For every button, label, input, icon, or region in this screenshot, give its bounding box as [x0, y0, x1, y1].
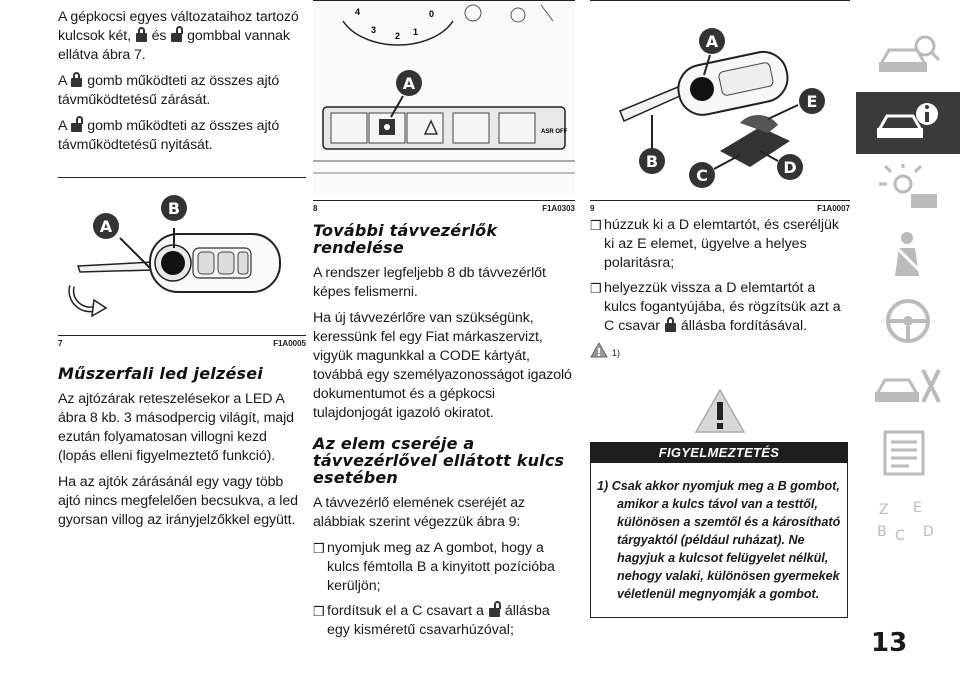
svg-text:B: B: [877, 524, 887, 540]
warning-triangle-icon: [590, 342, 608, 358]
key-illustration: [58, 178, 306, 328]
warning-box: [590, 442, 848, 618]
sidebar-item-driving[interactable]: [856, 290, 960, 352]
sidebar-item-emergency[interactable]: [856, 356, 960, 418]
figure-8-caption: [313, 200, 575, 213]
callout-d-label: D: [783, 158, 797, 177]
callout-a-label: A: [705, 32, 719, 51]
figure-number: 7: [58, 339, 63, 348]
alphabet-index-icon: [873, 494, 943, 544]
figure-number: 9: [590, 204, 595, 213]
led-paragraph-2: Ha az ajtók zárásánál egy vagy több ajtó nincs megfelelően becsukva, a led gyorsan villog az irányjelzőkkel együtt.: [58, 474, 298, 528]
figure-code: F1A0303: [542, 204, 575, 213]
extra-remotes-paragraph-1: A rendszer legfeljebb 8 db távvezérlőt képes felismerni.: [313, 265, 546, 300]
warning-content: [590, 463, 848, 618]
callout-e-label: E: [806, 92, 818, 111]
list-item: [590, 216, 850, 273]
checkbox-bullet-icon: ❒: [313, 541, 325, 556]
list-item: [313, 602, 575, 640]
callout-a-label: A: [99, 217, 113, 236]
lock-closed-icon: [71, 72, 82, 87]
battery-heading: Az elem cseréje a távvezérlővel ellátott kulcs esetében: [313, 434, 565, 487]
figure-7-caption: [58, 335, 306, 348]
warning-text: 1) Csak akkor nyomjuk meg a B gombot, amikor a kulcs távol van a testtől, különösen a szemtől és a károsítható tárgyaktól (például ruházat). Ne hagyjuk a kulcsot felügyelet nélkül, nehogy valaki, különösen gyermekek véletlenül megnyomják a gombot.: [597, 479, 841, 601]
lock-open-icon: [171, 27, 182, 42]
unlock-paragraph-text: gomb működteti az összes ajtó távműködtetésű nyitását.: [58, 118, 280, 153]
list-item-text: nyomjuk meg az A gombot, hogy a kulcs fémtolla B a kinyitott pozícióba kerüljön;: [327, 540, 555, 594]
car-tools-icon: [873, 362, 943, 412]
svg-text:E: E: [913, 500, 922, 516]
car-search-icon: [873, 32, 943, 82]
lock-closed-icon: [665, 317, 676, 332]
svg-text:C: C: [895, 528, 905, 544]
lock-open-icon: [71, 117, 82, 132]
warning-light-icon: [873, 164, 943, 214]
checkbox-bullet-icon: ❒: [590, 218, 602, 233]
sidebar-item-warning-lights[interactable]: [856, 158, 960, 220]
warning-title: FIGYELMEZTETÉS: [590, 442, 848, 463]
lock-paragraph: [58, 72, 306, 110]
page-number: 13: [871, 628, 908, 658]
lock-paragraph-text: gomb működteti az összes ajtó távműködtetésű zárását.: [58, 73, 280, 108]
lock-paragraph-a: A: [58, 73, 67, 89]
dashboard-illustration: [313, 1, 575, 193]
svg-text:Z: Z: [879, 502, 889, 518]
callout-b-label: B: [645, 152, 659, 171]
column-1: [58, 0, 306, 537]
extra-remotes-heading: További távvezérlők rendelése: [313, 221, 498, 257]
extra-remotes-paragraph-2: Ha új távvezérlőre van szükségünk, keressünk fel egy Fiat márkaszervizt, vigyük magunkkal a CODE kártyát, továbbá egy személyazonosságot igazoló dokumentumot és a gépkocsi tulajdonjogát igazoló okiratot.: [313, 310, 572, 421]
sidebar-item-index[interactable]: [856, 488, 960, 550]
sidebar-item-technical-data[interactable]: [856, 422, 960, 484]
figure-9-caption: [590, 200, 850, 213]
seatbelt-person-icon: [873, 230, 943, 280]
list-item-text-a: fordítsuk el a C csavart a: [327, 603, 484, 619]
column-2: [313, 0, 575, 646]
battery-illustration: [590, 1, 842, 193]
chapter-sidebar: [856, 26, 960, 554]
list-item-text-a: helyezzük vissza a D elemtartót a kulcs fogantyújába, és rögzítsük azt a C csavar: [604, 280, 841, 334]
figure-code: F1A0007: [817, 204, 850, 213]
list-item-text-b: állásba fordításával.: [680, 318, 808, 334]
warning-triangle-icon: [694, 388, 746, 434]
note-ref-text: 1): [612, 348, 621, 358]
led-paragraph-1: Az ajtózárak reteszelésekor a LED A ábra 8 kb. 3 másodpercig világít, majd ezután folyamatosan villogni kezd (lopás elleni figyelmeztető funkció).: [58, 391, 294, 464]
intro-end-text: gombbal vannak ellátva ábra 7.: [58, 28, 290, 63]
list-item-text: húzzuk ki a D elemtartót, és cseréljük ki az E elemet, ügyelve a helyes polaritásra;: [604, 217, 839, 271]
sidebar-item-car-info[interactable]: [856, 92, 960, 154]
intro-mid-text: és: [151, 28, 167, 44]
svg-text:D: D: [923, 524, 934, 540]
warning-symbol: [590, 388, 850, 434]
list-item-text-b: állásba egy kisméretű csavarhúzóval;: [327, 603, 550, 638]
car-info-icon: [873, 98, 943, 148]
list-item-text: [604, 279, 850, 336]
figure-code: F1A0005: [273, 339, 306, 348]
list-item-text: [327, 602, 575, 640]
checkbox-bullet-icon: ❒: [313, 604, 325, 619]
dial-label-0: 0: [429, 9, 435, 19]
column-3: [590, 0, 850, 618]
sidebar-item-car-search[interactable]: [856, 26, 960, 88]
list-item: [313, 539, 575, 596]
asr-off-label: ASR OFF: [541, 129, 568, 135]
led-heading: Műszerfali led jelzései: [58, 364, 263, 383]
sidebar-item-safety[interactable]: [856, 224, 960, 286]
callout-b-label: B: [167, 199, 181, 218]
lock-closed-icon: [136, 27, 147, 42]
battery-intro: A távvezérlő elemének cseréjét az alábbiak szerint végezzük ábra 9:: [313, 495, 525, 530]
dial-label-1: 1: [413, 27, 419, 37]
dial-label-3: 3: [371, 25, 377, 35]
list-item: [590, 279, 850, 336]
lock-open-icon: [489, 602, 500, 617]
checkbox-bullet-icon: ❒: [590, 281, 602, 296]
callout-c-label: C: [696, 166, 708, 185]
intro-paragraph: [58, 8, 306, 65]
callout-a-label: A: [402, 74, 416, 93]
steering-wheel-icon: [873, 296, 943, 346]
figure-number: 8: [313, 204, 318, 213]
figure-7: [58, 177, 306, 347]
intro-text: A gépkocsi egyes változataihoz tartozó kulcsok két,: [58, 9, 299, 44]
figure-9: [590, 0, 850, 213]
unlock-paragraph: [58, 117, 306, 155]
document-list-icon: [873, 428, 943, 478]
figure-8: [313, 0, 575, 213]
unlock-paragraph-a: A: [58, 118, 67, 134]
dial-label-4: 4: [355, 7, 361, 17]
note-reference: [590, 342, 850, 358]
dial-label-2: 2: [395, 31, 401, 41]
